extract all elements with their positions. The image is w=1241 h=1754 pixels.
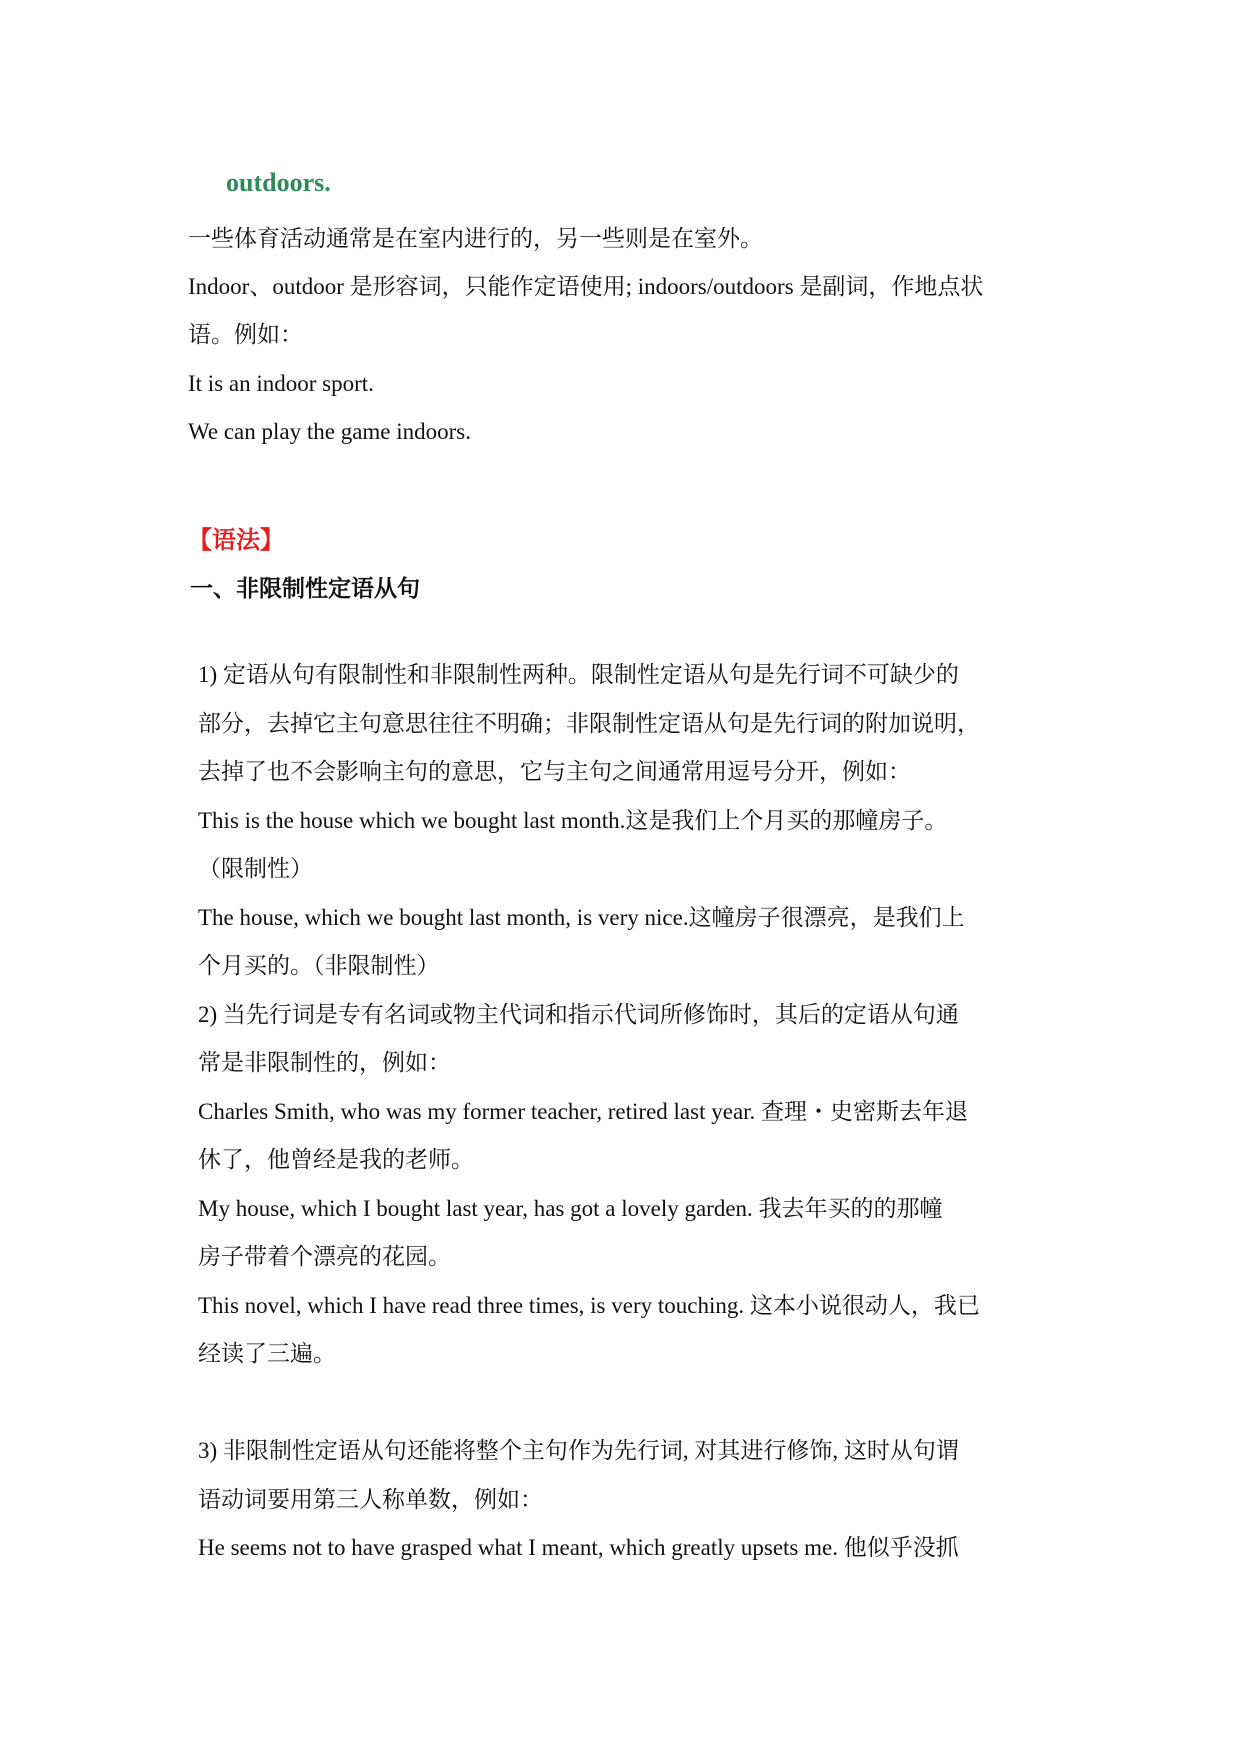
grammar-line-12: My house, which I bought last year, has got a lovely garden. 我去年买的的那幢 [198, 1196, 943, 1221]
intro-line-1: 一些体育活动通常是在室内进行的，另一些则是在室外。 [188, 226, 763, 251]
grammar-line-16: 3) 非限制性定语从句还能将整个主句作为先行词, 对其进行修饰, 这时从句谓 [198, 1438, 959, 1463]
grammar-line-9: 常是非限制性的，例如： [198, 1050, 451, 1075]
intro-line-2: Indoor、outdoor 是形容词，只能作定语使用; indoors/outdoors 是副词，作地点状 [188, 274, 984, 299]
grammar-line-13: 房子带着个漂亮的花园。 [198, 1244, 451, 1269]
grammar-line-14: This novel, which I have read three times, is very touching. 这本小说很动人，我已 [198, 1293, 980, 1318]
grammar-line-11: 休了，他曾经是我的老师。 [198, 1147, 474, 1172]
grammar-line-10: Charles Smith, who was my former teacher, retired last year. 查理・史密斯去年退 [198, 1099, 969, 1124]
grammar-subheading: 一、非限制性定语从句 [190, 576, 420, 602]
grammar-line-2: 部分，去掉它主句意思往往不明确；非限制性定语从句是先行词的附加说明， [198, 711, 980, 736]
grammar-line-3: 去掉了也不会影响主句的意思，它与主句之间通常用逗号分开，例如： [198, 759, 911, 784]
grammar-line-5: （限制性） [198, 856, 313, 881]
heading-outdoors: outdoors. [226, 168, 331, 197]
grammar-line-7: 个月买的。（非限制性） [198, 953, 440, 978]
intro-line-3: 语。例如： [188, 322, 303, 347]
grammar-line-6: The house, which we bought last month, is very nice.这幢房子很漂亮，是我们上 [198, 905, 965, 930]
grammar-line-18: He seems not to have grasped what I meant, which greatly upsets me. 他似乎没抓 [198, 1535, 959, 1560]
grammar-line-1: 1) 定语从句有限制性和非限制性两种。限制性定语从句是先行词不可缺少的 [198, 662, 959, 687]
grammar-line-8: 2) 当先行词是专有名词或物主代词和指示代词所修饰时，其后的定语从句通 [198, 1002, 959, 1027]
grammar-line-17: 语动词要用第三人称单数，例如： [198, 1487, 543, 1512]
grammar-section-title: 【语法】 [188, 526, 284, 554]
intro-line-4: It is an indoor sport. [188, 371, 374, 396]
intro-line-5: We can play the game indoors. [188, 419, 471, 444]
grammar-line-15: 经读了三遍。 [198, 1341, 336, 1366]
grammar-line-4: This is the house which we bought last month.这是我们上个月买的那幢房子。 [198, 808, 948, 833]
